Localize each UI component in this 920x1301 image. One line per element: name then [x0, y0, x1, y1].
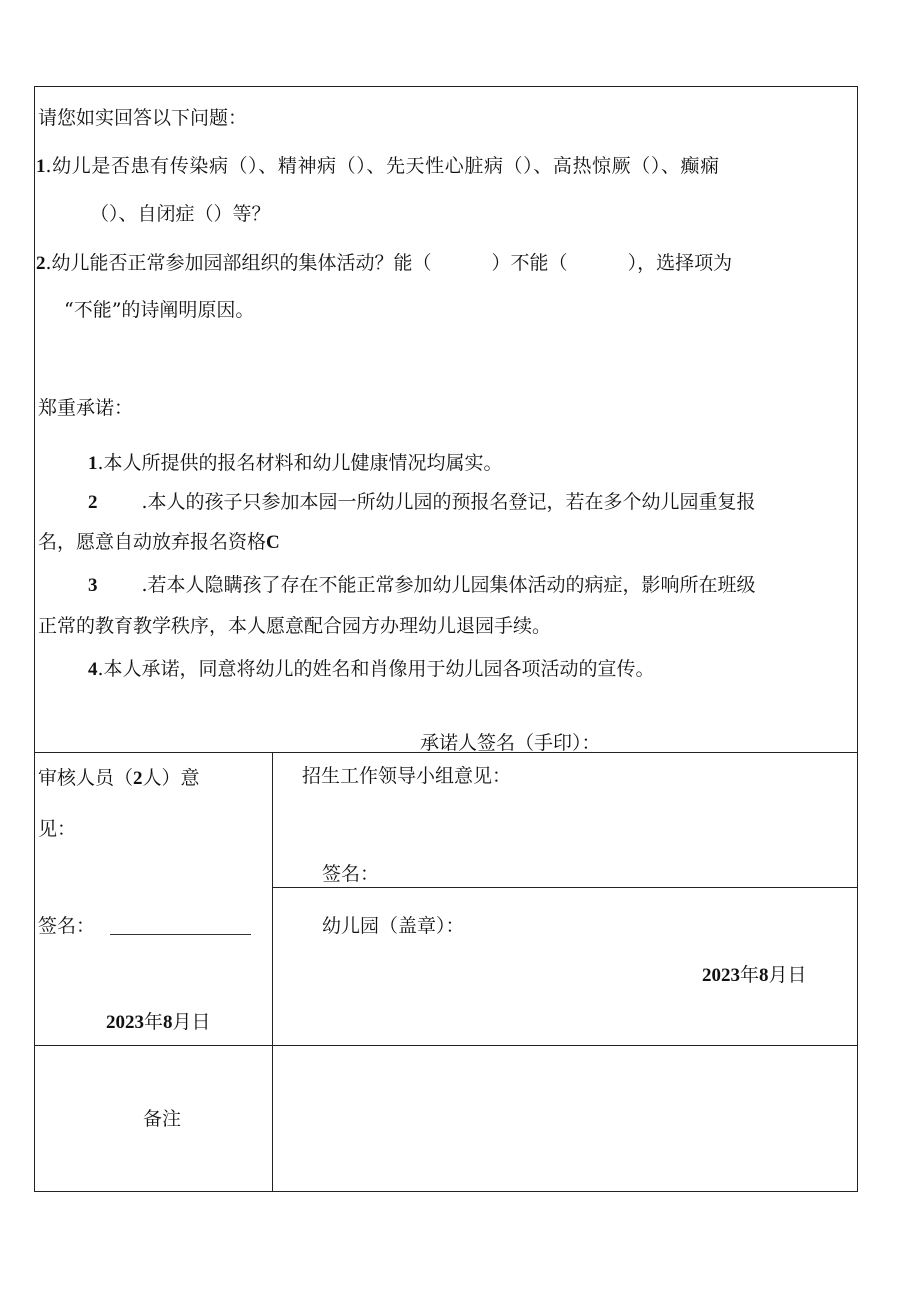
leadership-date-mid: 年 — [740, 964, 760, 986]
question-2-text-a: .幼儿能否正常参加园部组织的集体活动？能（ — [45, 252, 432, 274]
review-label-a: 审核人员（ — [38, 767, 134, 789]
remarks-field[interactable] — [274, 1047, 856, 1190]
question-2-text-b: ）不能（ — [491, 252, 568, 274]
pledge-item-4-number: 4 — [88, 659, 98, 680]
table-border-bottom — [34, 1191, 858, 1192]
review-date-end: 月日 — [172, 1011, 211, 1033]
pledge-item-2-text: .本人的孩子只参加本园一所幼儿园的预报名登记，若在多个幼儿园重复报 — [141, 491, 756, 513]
pledge-item-2-cont-letter: C — [266, 532, 280, 553]
kindergarten-seal[interactable]: 幼儿园（盖章）： — [322, 915, 465, 937]
pledge-item-2-number: 2 — [88, 492, 98, 513]
question-1-number: 1 — [36, 156, 46, 177]
review-signature-label: 签名： — [38, 915, 96, 937]
leadership-date-end: 月日 — [768, 964, 807, 986]
leadership-date — [702, 963, 807, 988]
question-2-number: 2 — [36, 253, 46, 274]
remarks-label: 备注 — [143, 1108, 182, 1130]
review-label-continued: 见： — [38, 818, 77, 840]
review-label-b: 人）意 — [142, 767, 200, 789]
pledge-item-3 — [88, 573, 756, 598]
pledge-item-1-number: 1 — [88, 453, 98, 474]
question-2-continued: “不能”的诗阐明原因。 — [64, 299, 255, 321]
questions-intro: 请您如实回答以下问题： — [38, 107, 248, 129]
pledge-item-3-number: 3 — [88, 575, 98, 596]
pledge-item-2-cont-text: 名，愿意自动放弃报名资格 — [38, 531, 267, 553]
question-1-continued: （）、自闭症（）等？ — [90, 203, 271, 225]
table-border-top — [34, 86, 858, 87]
table-border-left — [34, 86, 35, 1192]
pledge-item-2 — [88, 490, 756, 515]
leadership-label: 招生工作领导小组意见： — [302, 765, 512, 787]
review-date — [106, 1010, 211, 1035]
question-2 — [36, 251, 732, 276]
review-signature-line[interactable] — [110, 934, 251, 935]
pledge-item-3-continued: 正常的教育教学秩序，本人愿意配合园方办理幼儿退园手续。 — [38, 615, 552, 637]
pledge-item-3-text: .若本人隐瞒孩了存在不能正常参加幼儿园集体活动的病症，影响所在班级 — [141, 574, 756, 596]
pledge-item-2-continued — [38, 530, 280, 555]
review-label — [38, 766, 200, 791]
pledge-title: 郑重承诺： — [38, 397, 134, 419]
pledger-signature[interactable]: 承诺人签名（手印）： — [420, 732, 601, 754]
pledge-item-4 — [88, 657, 655, 682]
review-date-month: 8 — [163, 1012, 173, 1033]
table-border-right — [857, 86, 858, 1192]
review-date-mid: 年 — [144, 1011, 164, 1033]
leadership-date-year: 2023 — [702, 965, 740, 986]
leadership-signature[interactable]: 签名： — [322, 863, 380, 885]
leadership-date-month: 8 — [759, 965, 769, 986]
question-2-text-c: ），选择项为 — [627, 252, 733, 274]
pledge-item-1-text: .本人所提供的报名材料和幼儿健康情况均属实。 — [97, 452, 503, 474]
pledge-item-4-text: .本人承诺，同意将幼儿的姓名和肖像用于幼儿园各项活动的宣传。 — [97, 658, 655, 680]
question-1 — [36, 154, 720, 179]
pledge-item-1 — [88, 451, 503, 476]
column-divider — [272, 752, 273, 1192]
question-1-text: .幼儿是否患有传染病（）、精神病（）、先天性心脏病（）、高热惊厥（）、癫痫 — [45, 155, 720, 177]
review-label-number: 2 — [133, 768, 143, 789]
row-divider-remarks — [34, 1045, 858, 1046]
review-date-year: 2023 — [106, 1012, 144, 1033]
row-divider-leadership — [272, 887, 858, 888]
